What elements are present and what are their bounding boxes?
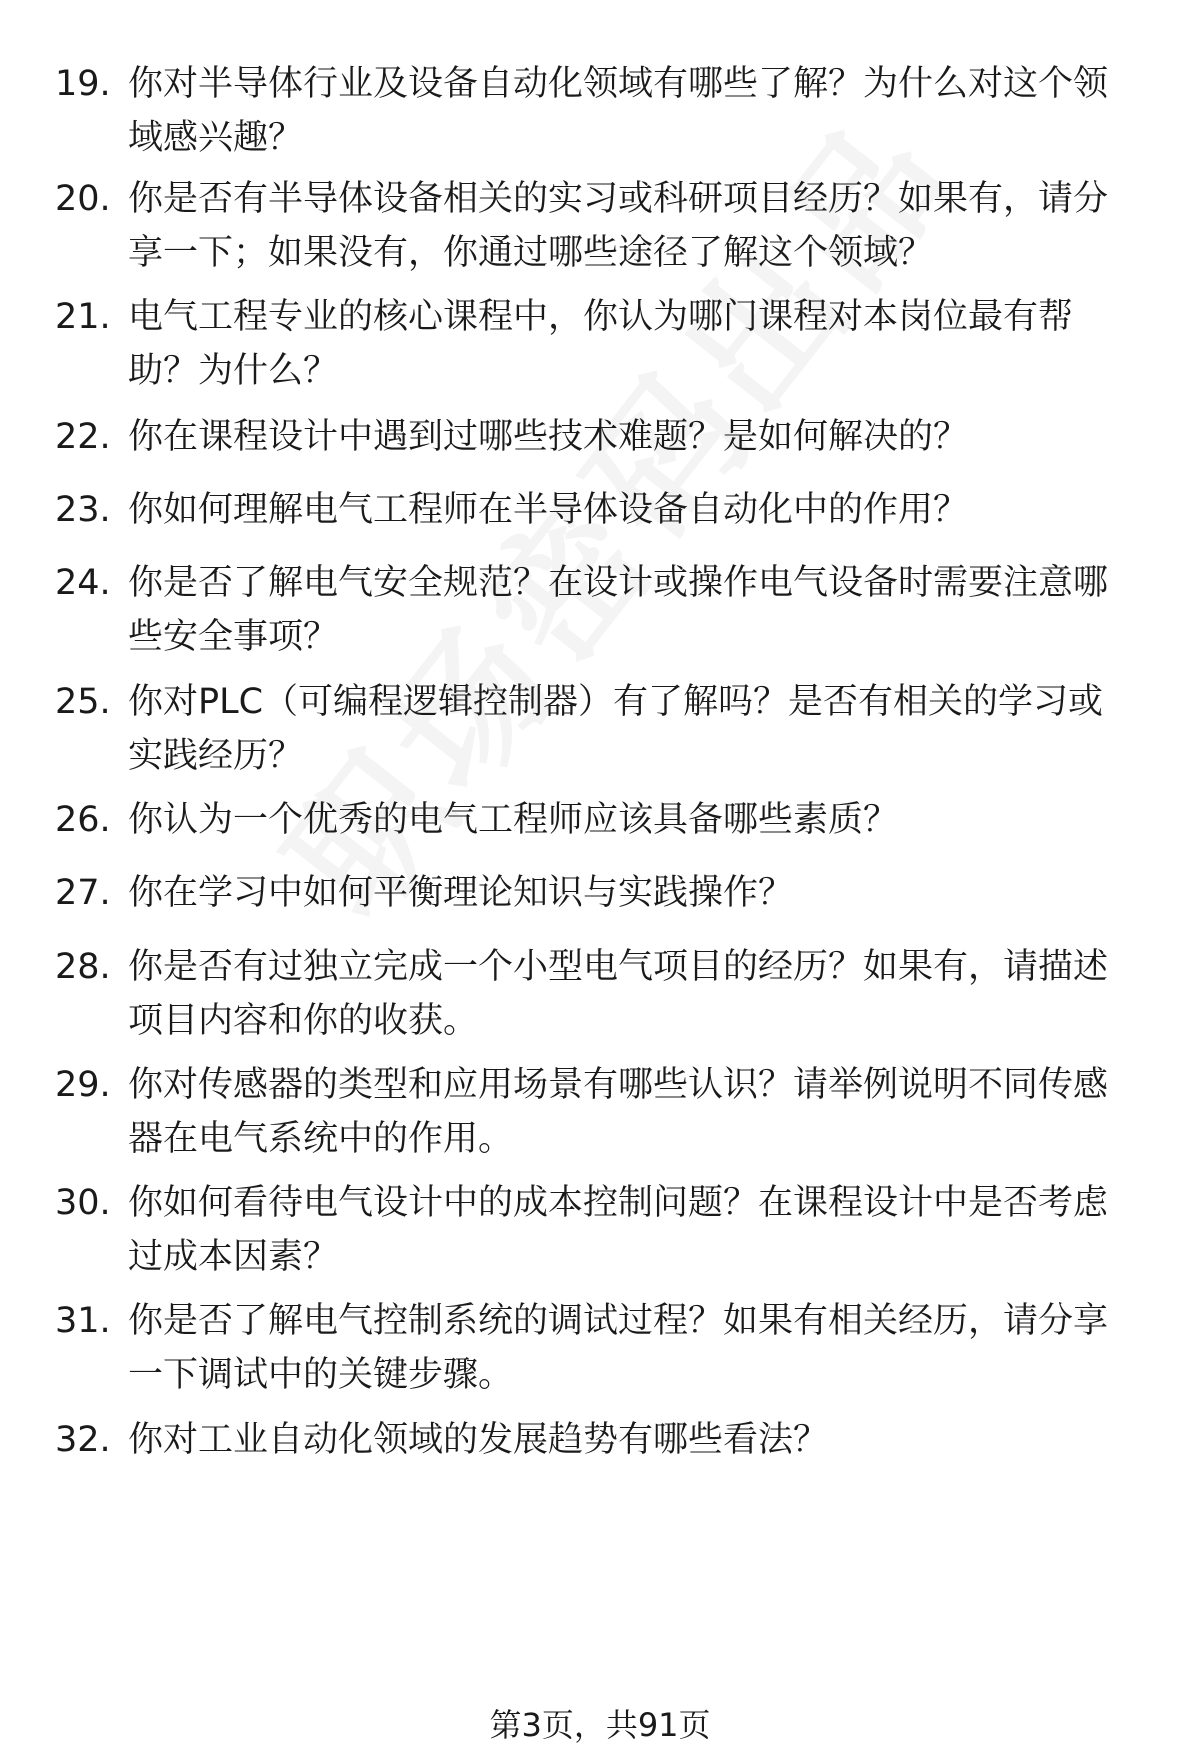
question-text: 你对半导体行业及设备自动化领域有哪些了解？为什么对这个领域感兴趣？: [128, 64, 1109, 158]
question-number: 21.: [55, 297, 111, 337]
question-number: 30.: [55, 1183, 111, 1223]
page-footer: 第3页，共91页: [489, 1706, 711, 1744]
question-text: 你是否有半导体设备相关的实习或科研项目经历？如果有，请分享一下；如果没有，你通过哪些途径了解这个领域？: [128, 179, 1109, 273]
question-number: 28.: [55, 947, 111, 987]
question-text: 电气工程专业的核心课程中，你认为哪门课程对本岗位最有帮助？为什么？: [128, 297, 1074, 391]
question-number: 31.: [55, 1301, 111, 1341]
question-number: 29.: [55, 1065, 111, 1105]
question-number: 20.: [55, 179, 111, 219]
question-number: 26.: [55, 800, 111, 840]
question-text: 你认为一个优秀的电气工程师应该具备哪些素质？: [128, 800, 899, 840]
question-number: 25.: [55, 682, 111, 722]
question-number: 23.: [55, 490, 111, 530]
question-text: 你如何看待电气设计中的成本控制问题？在课程设计中是否考虑过成本因素？: [128, 1183, 1109, 1277]
question-text: 你对传感器的类型和应用场景有哪些认识？请举例说明不同传感器在电气系统中的作用。: [128, 1065, 1109, 1159]
question-text: 你是否了解电气控制系统的调试过程？如果有相关经历，请分享一下调试中的关键步骤。: [128, 1301, 1109, 1395]
question-number: 27.: [55, 873, 111, 913]
question-text: 你在课程设计中遇到过哪些技术难题？是如何解决的？: [128, 417, 969, 457]
question-number: 24.: [55, 563, 111, 603]
question-text: 你对工业自动化领域的发展趋势有哪些看法？: [128, 1420, 829, 1460]
question-number: 32.: [55, 1420, 111, 1460]
question-text: 你对PLC（可编程逻辑控制器）有了解吗？是否有相关的学习或实践经历？: [128, 682, 1104, 776]
question-number: 22.: [55, 417, 111, 457]
question-text: 你是否了解电气安全规范？在设计或操作电气设备时需要注意哪些安全事项？: [128, 563, 1109, 657]
question-text: 你如何理解电气工程师在半导体设备自动化中的作用？: [128, 490, 969, 530]
question-text: 你是否有过独立完成一个小型电气项目的经历？如果有，请描述项目内容和你的收获。: [128, 947, 1109, 1041]
question-text: 你在学习中如何平衡理论知识与实践操作？: [128, 873, 794, 913]
question-number: 19.: [55, 64, 111, 104]
